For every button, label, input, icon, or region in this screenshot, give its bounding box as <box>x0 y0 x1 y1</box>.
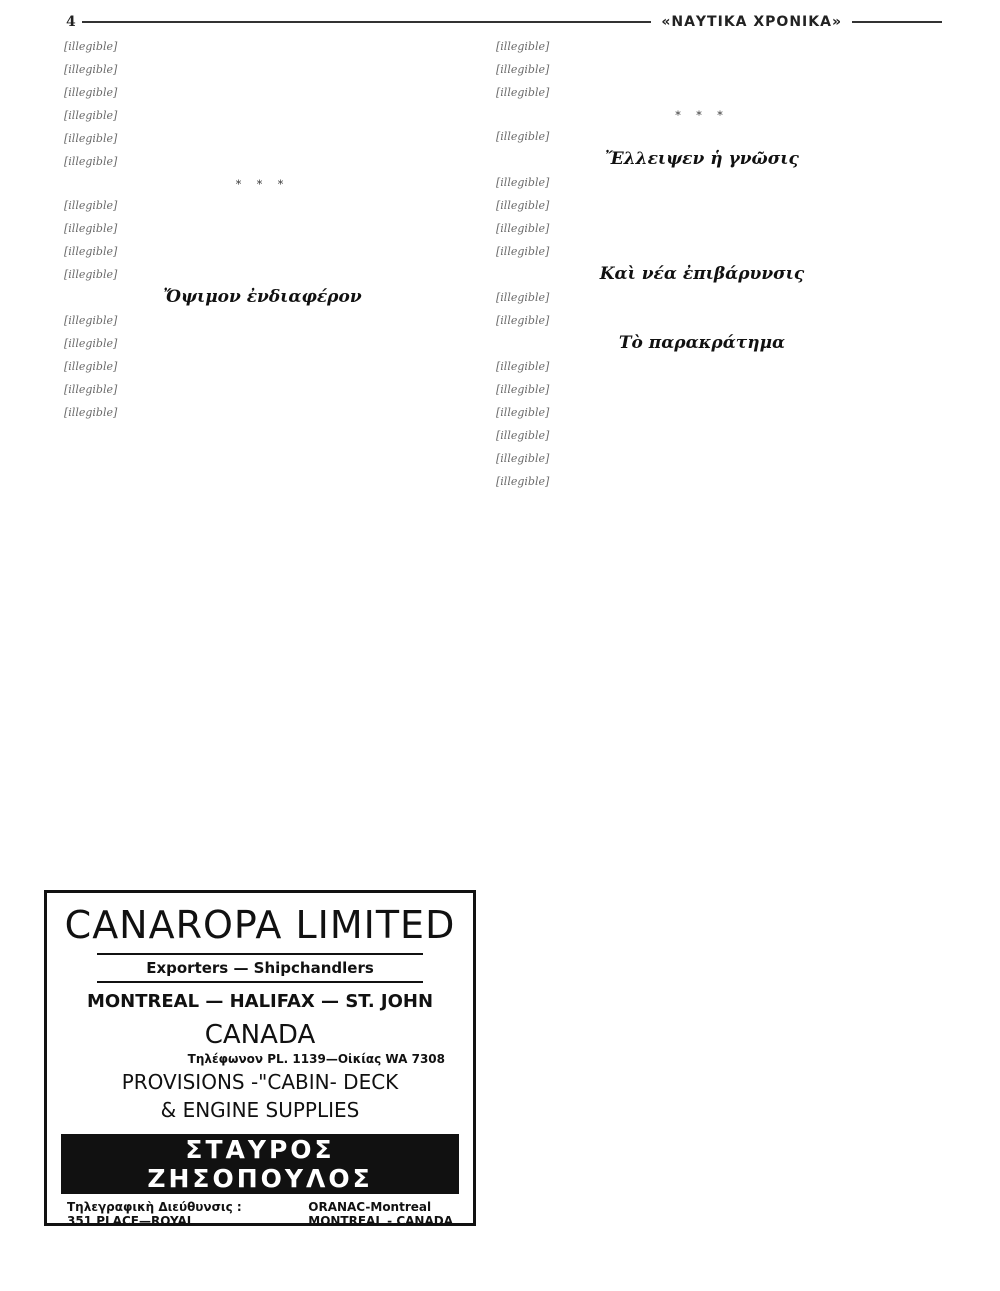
left-column <box>50 40 475 429</box>
ad-greek-name: ΣΤΑΥΡΟΣ ΖΗΣΟΠΟΥΛΟΣ <box>61 1134 459 1194</box>
paragraph: [illegible] <box>496 291 550 304</box>
paragraph: [illegible] <box>496 40 550 53</box>
paragraph: [illegible] <box>64 132 118 145</box>
section-heading: Τὸ παρακράτημα <box>618 333 786 353</box>
paragraph: [illegible] <box>496 429 550 442</box>
paragraph: [illegible] <box>64 63 118 76</box>
paragraph: [illegible] <box>496 63 550 76</box>
paragraph: [illegible] <box>64 337 118 350</box>
section-heading: Ἔλλειψεν ἡ γνῶσις <box>605 149 799 169</box>
ad-street: 351 PLACE—ROYAL <box>67 1214 195 1228</box>
ad-footer-right <box>308 1200 453 1228</box>
paragraph: [illegible] <box>496 475 550 488</box>
ad-tagline: Exporters — Shipchandlers <box>97 953 423 983</box>
paragraph: [illegible] <box>496 406 550 419</box>
canaropa-advertisement <box>44 890 476 1226</box>
paragraph: [illegible] <box>64 155 118 168</box>
section-divider: * * * <box>235 178 290 191</box>
paragraph: [illegible] <box>496 222 550 235</box>
paragraph: [illegible] <box>64 406 118 419</box>
paragraph: [illegible] <box>64 268 118 281</box>
ad-telegraphic-value: ORANAC-Montreal <box>308 1200 432 1214</box>
page-number: 4 <box>66 14 76 30</box>
ad-footer-left <box>67 1200 242 1228</box>
ad-company-name: CANAROPA LIMITED <box>64 903 456 947</box>
ad-footer <box>61 1200 459 1228</box>
section-divider: * * * <box>675 109 729 122</box>
paragraph: [illegible] <box>64 245 118 258</box>
journal-title: «ΝΑΥΤΙΚΑ ΧΡΟΝΙΚΑ» <box>661 14 842 30</box>
paragraph: [illegible] <box>64 199 118 212</box>
paragraph: [illegible] <box>64 86 118 99</box>
paragraph: [illegible] <box>496 383 550 396</box>
right-column <box>482 40 922 498</box>
header-rule <box>82 21 652 23</box>
header-rule-end <box>852 21 942 23</box>
ad-engine-supplies: & ENGINE SUPPLIES <box>160 1098 360 1122</box>
paragraph: [illegible] <box>496 360 550 373</box>
ad-country: CANADA <box>204 1020 316 1050</box>
paragraph: [illegible] <box>64 222 118 235</box>
section-heading: Ὄψιμον ἐνδιαφέρον <box>163 287 362 307</box>
paragraph: [illegible] <box>64 40 118 53</box>
paragraph: [illegible] <box>64 314 118 327</box>
paragraph: [illegible] <box>64 360 118 373</box>
ad-telegraphic-label: Τηλεγραφικὴ Διεύθυνσις : <box>67 1200 242 1214</box>
running-head <box>66 10 942 34</box>
ad-provisions: PROVISIONS -"CABIN- DECK <box>121 1070 399 1094</box>
paragraph: [illegible] <box>496 314 550 327</box>
paragraph: [illegible] <box>496 199 550 212</box>
paragraph: [illegible] <box>64 109 118 122</box>
paragraph: [illegible] <box>496 86 550 99</box>
ad-city-line: MONTREAL - CANADA <box>308 1214 453 1228</box>
paragraph: [illegible] <box>496 176 550 189</box>
paragraph: [illegible] <box>64 383 118 396</box>
paragraph: [illegible] <box>496 245 550 258</box>
paragraph: [illegible] <box>496 130 550 143</box>
paragraph: [illegible] <box>496 452 550 465</box>
section-heading: Καὶ νέα ἐπιβάρυνσις <box>599 264 805 284</box>
ad-cities: MONTREAL — HALIFAX — ST. JOHN <box>86 991 434 1012</box>
ad-phone: Τηλέφωνον PL. 1139—Οἰκίας WA 7308 <box>187 1052 445 1066</box>
